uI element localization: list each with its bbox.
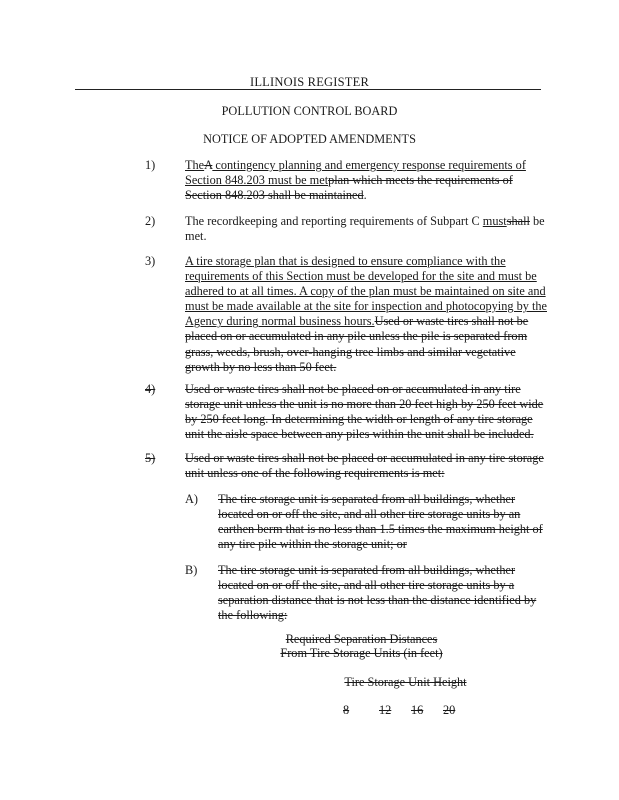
height-value: 8 bbox=[343, 703, 350, 717]
sub-item-number: A) bbox=[185, 492, 198, 506]
table-title-2: From Tire Storage Units (in feet) bbox=[280, 646, 443, 660]
table-height-row bbox=[0, 703, 619, 719]
text-run: . bbox=[363, 188, 367, 203]
item-body bbox=[185, 254, 547, 375]
item-number: 1) bbox=[145, 158, 156, 172]
register-title: ILLINOIS REGISTER bbox=[249, 75, 369, 89]
deleted-text: A bbox=[204, 158, 213, 172]
inserted-text: contingency planning and emergency response requirements of Section 848.203 must be met bbox=[185, 158, 526, 188]
height-value: 16 bbox=[411, 703, 424, 717]
deleted-text: Used or waste tires shall not be placed or accumulated in any tire storage unit unless one of the following requirements is met: bbox=[185, 451, 544, 481]
table-title-1: Required Separation Distances bbox=[285, 632, 438, 646]
item-number: 4) bbox=[145, 382, 156, 396]
board-title: POLLUTION CONTROL BOARD bbox=[221, 104, 398, 118]
item-body bbox=[185, 158, 547, 203]
height-value: 12 bbox=[379, 703, 392, 717]
header-rule bbox=[75, 89, 541, 90]
text-run: The recordkeeping and reporting requirements of Subpart C bbox=[185, 214, 483, 228]
item-body bbox=[185, 382, 547, 442]
deleted-text: Used or waste tires shall not be placed on or accumulated in any pile unless the pile is separated from grass, weeds, brush, over-hanging tree limbs and similar vegetative growth by no less than 50 feet. bbox=[185, 314, 529, 374]
deleted-text: Used or waste tires shall not be placed on or accumulated in any tire storage unit unless the unit is no more than 20 feet high by 250 feet wide by 250 feet long. In determining the width or length of any tire storage unit the aisle space between any piles within the unit shall be included. bbox=[185, 382, 544, 442]
sub-item-body bbox=[218, 492, 547, 552]
text-run: be met. bbox=[185, 214, 545, 244]
sub-item-number: B) bbox=[185, 563, 198, 577]
table-column-header: Tire Storage Unit Height bbox=[344, 675, 467, 689]
inserted-text: The bbox=[185, 158, 205, 172]
item-body bbox=[185, 451, 547, 481]
deleted-text: The tire storage unit is separated from all buildings, whether located on or off the site, and all other tire storage units by an earthen berm that is no less than 1.5 times the maximum height of any tire pile within the storage unit; or bbox=[218, 492, 543, 552]
deleted-text: shall bbox=[506, 214, 530, 228]
item-number: 3) bbox=[145, 254, 156, 268]
notice-title: NOTICE OF ADOPTED AMENDMENTS bbox=[203, 132, 416, 146]
deleted-text: plan which meets the requirements of Section 848.203 shall be maintained bbox=[185, 173, 513, 203]
sub-item-body bbox=[218, 563, 547, 623]
item-number: 2) bbox=[145, 214, 156, 228]
item-body bbox=[185, 214, 547, 244]
deleted-text: The tire storage unit is separated from all buildings, whether located on or off the site, and all other tire storage units by a separation distance that is not less than the distance identified by the following: bbox=[218, 563, 537, 623]
height-value: 20 bbox=[443, 703, 456, 717]
inserted-text: A tire storage plan that is designed to ensure compliance with the requirements of this Section must be developed for the site and must be adhered to at all times. A copy of the plan must be maintained on site and must be made available at the site for inspection and photocopying by the Agency during normal business hours. bbox=[185, 254, 547, 329]
inserted-text: must bbox=[482, 214, 507, 228]
item-number: 5) bbox=[145, 451, 156, 465]
